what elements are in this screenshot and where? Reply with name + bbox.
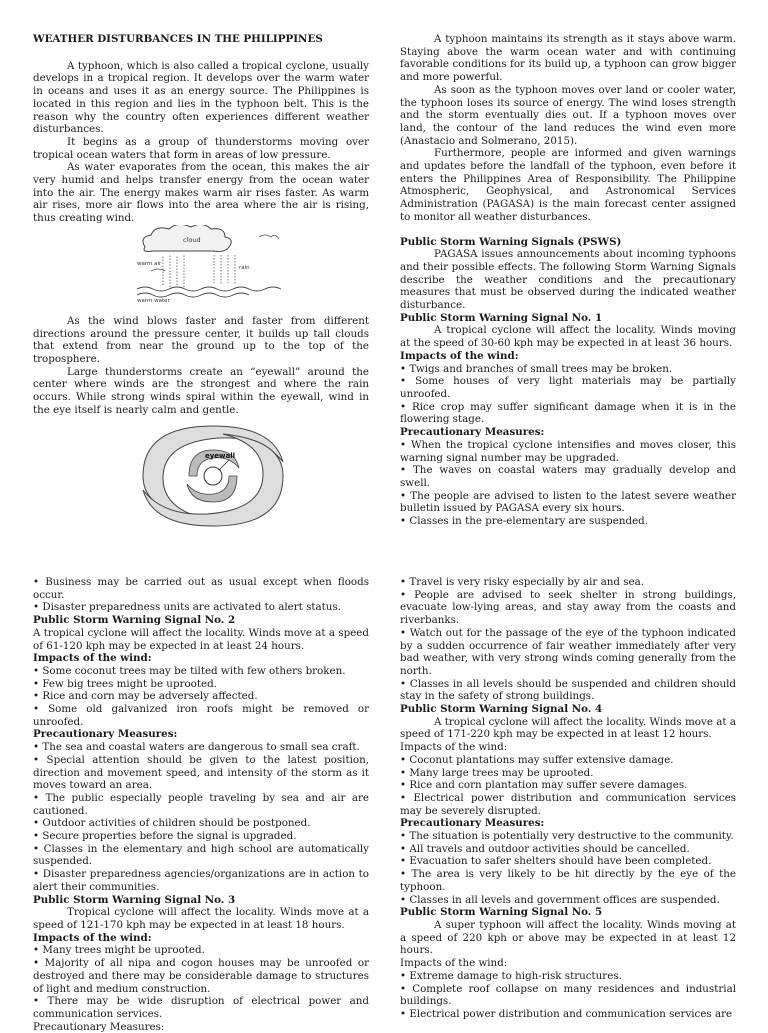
subheading: Impacts of the wind:	[400, 957, 508, 970]
paragraph: Tropical cyclone will affect the locality. Winds move at a speed of 121-170 kph may be expected in at least 18 hours.	[33, 906, 369, 931]
paragraph: It begins as a group of thunderstorms moving over tropical ocean waters that form in areas of low pressure.	[33, 135, 369, 161]
subheading: Precautionary Measures:	[33, 728, 178, 741]
column-top-left	[33, 33, 369, 532]
list-item: • Watch out for the passage of the eye of the typhoon indicated by a sudden occurrence of fair weather immediately after very bad weather, with very strong winds coming generally from the north.	[400, 626, 736, 677]
paragraph: Large thunderstorms create an “eyewall” around the center where winds are the strongest and where the rain occurs. While strong winds spiral within the eyewall, wind in the eye itself is nearly calm and gentle.	[33, 365, 369, 416]
paragraph: A tropical cyclone will affect the locality. Winds moving at the speed of 30-60 kph may be expected in at least 36 hours.	[400, 324, 736, 350]
list-item: • The waves on coastal waters may gradually develop and swell.	[400, 464, 736, 489]
list-item: • Disaster preparedness agencies/organizations are in action to alert their communities.	[33, 868, 369, 893]
list-item: • All travels and outdoor activities should be cancelled.	[400, 842, 690, 855]
list-item: • Coconut plantations may suffer extensive damage.	[400, 753, 674, 766]
figure-label-water: warm water	[137, 297, 170, 303]
paragraph: As water evaporates from the ocean, this makes the air very humid and helps transfer energy from the ocean water into the air. The energy makes warm air rises faster. As warm air rises, more air flows into the area where the air is rising, thus creating wind.	[33, 161, 369, 225]
paragraph: A typhoon, which is also called a tropical cyclone, usually develops in a tropical region. It develops over the warm water in oceans and uses it as an energy source. The Philippines is located in this region and lies in the typhoon belt. This is the reason why the country often experiences different weather disturbances.	[33, 59, 369, 136]
list-item: • Rice and corn plantation may suffer severe damages.	[400, 779, 688, 792]
signal-3-heading: Public Storm Warning Signal No. 3	[33, 893, 236, 906]
list-item: • Rice crop may suffer significant damage when it is in the flowering stage.	[400, 400, 736, 426]
list-item: • Secure properties before the signal is upgraded.	[33, 830, 297, 843]
list-item: • Classes in the elementary and high school are automatically suspended.	[33, 842, 369, 868]
list-item: • Some houses of very light materials may be partially unroofed.	[400, 375, 736, 400]
list-item: • Evacuation to safer shelters should have been completed.	[400, 855, 712, 868]
list-item: • Travel is very risky especially by air and sea.	[400, 576, 645, 588]
list-item: • The sea and coastal waters are dangerous to small sea craft.	[33, 741, 360, 754]
paragraph: A super typhoon will affect the locality. Winds moving at a speed of 220 kph or above may be expected in at least 12 hours.	[400, 918, 736, 957]
paragraph: As soon as the typhoon moves over land or cooler water, the typhoon loses its source of energy. The wind loses strength and the storm eventually dies out. If a typhoon moves over land, the contour of the land reduces the wind even more (Anastacio and Solmerano, 2015).	[400, 83, 736, 147]
list-item: • Electrical power distribution and communication services may be severely disrupted.	[400, 791, 736, 817]
typhoon-eyewall-diagram	[33, 420, 369, 532]
list-item: • Complete roof collapse on many residences and industrial buildings.	[400, 982, 736, 1008]
list-item: • Some coconut trees may be tilted with few others broken.	[33, 664, 346, 677]
paragraph: PAGASA issues announcements about incoming typhoons and their possible effects. The following Storm Warning Signals describe the weather conditions and the precautionary measures that must be observed during the indicated weather disturbance.	[400, 248, 736, 312]
section-heading: Public Storm Warning Signals (PSWS)	[400, 235, 622, 248]
signal-2-heading: Public Storm Warning Signal No. 2	[33, 614, 236, 627]
column-bottom-right	[400, 576, 736, 1021]
list-item: • The situation is potentially very destructive to the community.	[400, 830, 734, 843]
subheading: Impacts of the wind:	[33, 652, 152, 665]
figure-label-rain: rain	[239, 264, 250, 271]
list-item: • The people are advised to listen to the latest severe weather bulletin issued by PAGASA every six hours.	[400, 489, 736, 515]
subheading: Precautionary Measures:	[400, 817, 545, 830]
list-item: • Rice and corn may be adversely affected.	[33, 690, 258, 703]
paragraph: Furthermore, people are informed and given warnings and updates before the landfall of the typhoon, even before it enters the Philippines Area of Responsibility. The Philippine Atmospheric, Geophysical, and Astronomical Services Administration (PAGASA) is the main forecast center assigned to monitor all weather disturbances.	[400, 147, 736, 223]
page-title: WEATHER DISTURBANCES IN THE PHILIPPINES	[33, 33, 323, 45]
signal-1-heading: Public Storm Warning Signal No. 1	[400, 311, 603, 324]
list-item: • Outdoor activities of children should be postponed.	[33, 817, 311, 830]
signal-4-heading: Public Storm Warning Signal No. 4	[400, 703, 603, 716]
paragraph: A typhoon maintains its strength as it stays above warm. Staying above the warm ocean water and with continuing favorable conditions for its build up, a typhoon can grow bigger and more powerful.	[400, 33, 736, 84]
list-item: • People are advised to seek shelter in strong buildings, evacuate low-lying areas, and stay away from the coasts and riverbanks.	[400, 588, 736, 627]
list-item: • Twigs and branches of small trees may be broken.	[400, 362, 673, 375]
list-item: • There may be wide disruption of electrical power and communication services.	[33, 995, 369, 1020]
paragraph: As the wind blows faster and faster from different directions around the pressure center, it builds up tall clouds that extend from near the ground up to the top of the troposphere.	[33, 314, 369, 365]
list-item: • Electrical power distribution and communication services are	[400, 1007, 733, 1020]
list-item: • Many large trees may be uprooted.	[400, 766, 594, 779]
paragraph: A tropical cyclone will affect the locality. Winds move at a speed of 171-220 kph may be expected in at least 12 hours.	[400, 715, 736, 741]
list-item: • Many trees might be uprooted.	[33, 944, 205, 957]
column-bottom-left	[33, 576, 369, 1033]
column-top-right	[400, 33, 736, 528]
list-item: • Special attention should be given to the latest position, direction and movement speed, and intensity of the storm as it moves toward an area.	[33, 753, 369, 792]
figure-label-warm-air: warm air	[137, 260, 162, 267]
subheading: Impacts of the wind:	[400, 741, 508, 754]
list-item: • Extreme damage to high-risk structures.	[400, 969, 622, 982]
list-item: • Some old galvanized iron roofs might be removed or unroofed.	[33, 703, 369, 728]
list-item: • Few big trees might be uprooted.	[33, 677, 217, 690]
thunderstorm-formation-diagram	[33, 225, 369, 303]
subheading: Precautionary Measures:	[400, 426, 545, 439]
figure-label-eyewall: eyewall	[205, 452, 236, 461]
list-item: • The area is very likely to be hit directly by the eye of the typhoon.	[400, 868, 736, 893]
list-item: • Classes in all levels should be suspended and children should stay in the safety of strong buildings.	[400, 677, 736, 703]
subheading: Impacts of the wind:	[33, 931, 152, 944]
list-item: • Majority of all nipa and cogon houses may be unroofed or destroyed and there may be considerable damage to structures of light and medium construction.	[33, 957, 369, 995]
subheading: Precautionary Measures:	[33, 1020, 165, 1033]
list-item: • Classes in the pre-elementary are suspended.	[400, 515, 649, 528]
signal-5-heading: Public Storm Warning Signal No. 5	[400, 906, 603, 919]
figure-label-cloud: cloud	[183, 235, 201, 244]
list-item: • When the tropical cyclone intensifies and moves closer, this warning signal number may be upgraded.	[400, 438, 736, 464]
paragraph: A tropical cyclone will affect the locality. Winds move at a speed of 61-120 kph may be expected in at least 24 hours.	[33, 626, 369, 652]
subheading: Impacts of the wind:	[400, 349, 519, 362]
list-item: • Classes in all levels and government offices are suspended.	[400, 893, 720, 906]
list-item: • Business may be carried out as usual except when floods occur.	[33, 576, 369, 601]
list-item: • The public especially people traveling by sea and air are cautioned.	[33, 791, 369, 817]
list-item: • Disaster preparedness units are activated to alert status.	[33, 601, 341, 614]
